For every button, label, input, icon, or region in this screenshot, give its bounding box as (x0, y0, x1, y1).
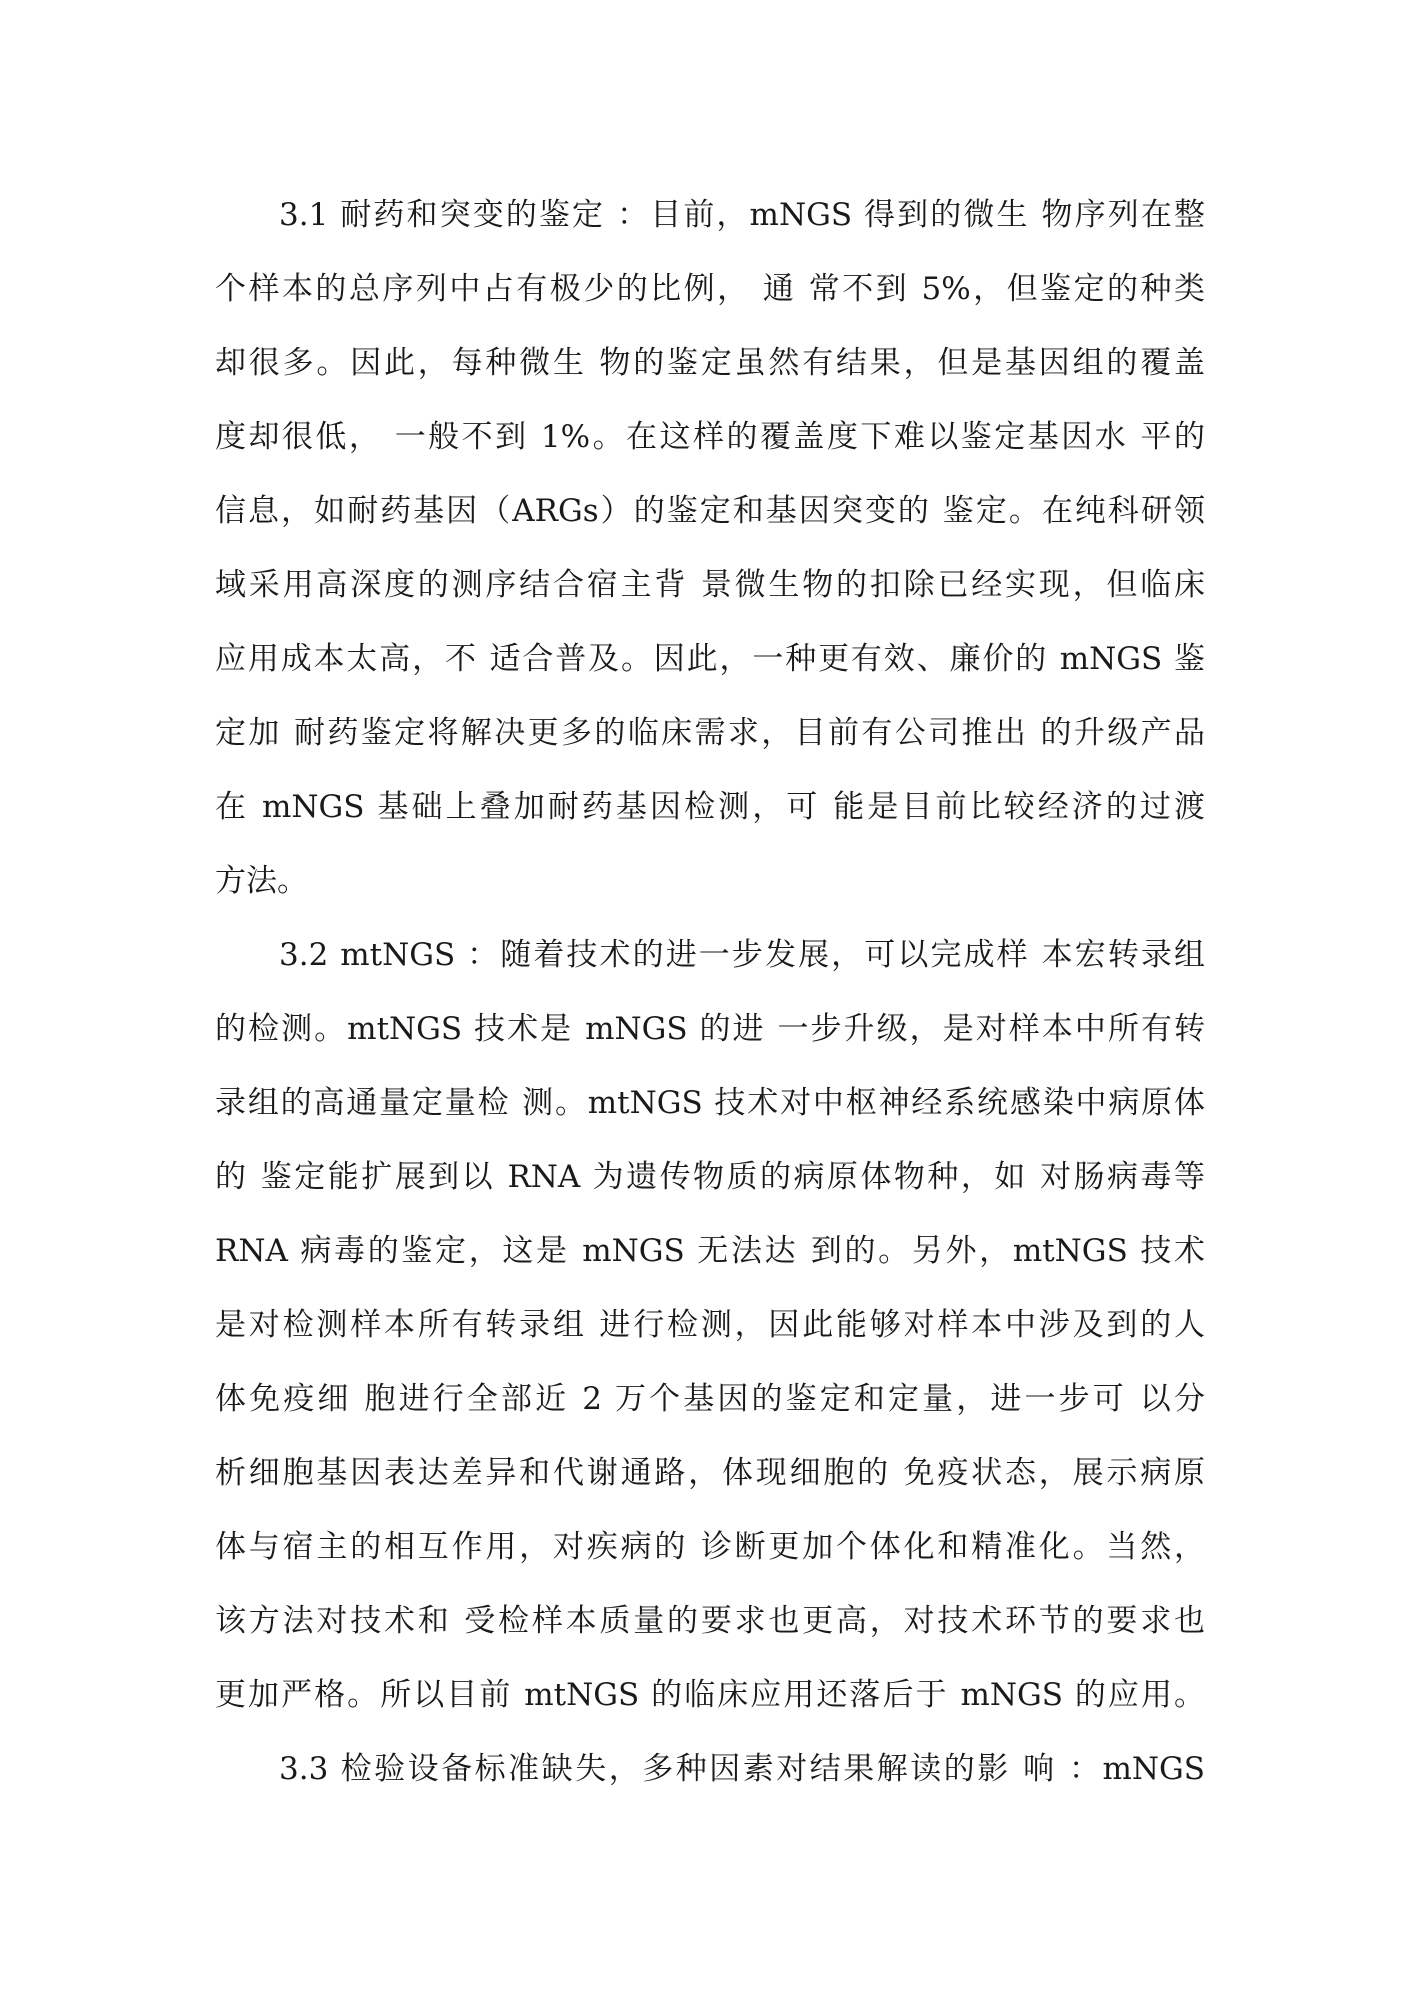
paragraph-line: 个样本的总序列中占有极少的比例， 通 常不到 5%，但鉴定的种类 (215, 271, 1205, 307)
paragraph-line: 3.1 耐药和突变的鉴定 ：目前，mNGS 得到的微生 物序列在整 (279, 197, 1205, 233)
paragraph-line: 方法。 (215, 863, 308, 899)
paragraph-line: 3.3 检验设备标准缺失，多种因素对结果解读的影 响 ：mNGS (279, 1751, 1205, 1787)
paragraph-line: 体免疫细 胞进行全部近 2 万个基因的鉴定和定量，进一步可 以分 (215, 1381, 1205, 1417)
paragraph-line: 录组的高通量定量检 测。mtNGS 技术对中枢神经系统感染中病原体 (215, 1085, 1205, 1121)
paragraph-line: 的 鉴定能扩展到以 RNA 为遗传物质的病原体物种，如 对肠病毒等 (215, 1159, 1205, 1195)
paragraph-line: 该方法对技术和 受检样本质量的要求也更高，对技术环节的要求也 (215, 1603, 1205, 1639)
paragraph-line: 的检测。mtNGS 技术是 mNGS 的进 一步升级，是对样本中所有转 (215, 1011, 1205, 1047)
paragraph-line: RNA 病毒的鉴定，这是 mNGS 无法达 到的。另外，mtNGS 技术 (215, 1233, 1205, 1269)
paragraph-line: 析细胞基因表达差异和代谢通路，体现细胞的 免疫状态，展示病原 (215, 1455, 1205, 1491)
paragraph-line: 信息，如耐药基因（ARGs）的鉴定和基因突变的 鉴定。在纯科研领 (215, 493, 1205, 529)
paragraph-line: 定加 耐药鉴定将解决更多的临床需求，目前有公司推出 的升级产品 (215, 715, 1205, 751)
paragraph-line: 更加严格。所以目前 mtNGS 的临床应用还落后于 mNGS 的应用。 (215, 1677, 1205, 1713)
paragraph-line: 体与宿主的相互作用，对疾病的 诊断更加个体化和精准化。当然， (215, 1529, 1205, 1565)
paragraph-line: 应用成本太高，不 适合普及。因此，一种更有效、廉价的 mNGS 鉴 (215, 641, 1205, 677)
document-body (215, 178, 1205, 1806)
paragraph-line: 却很多。因此，每种微生 物的鉴定虽然有结果，但是基因组的覆盖 (215, 345, 1205, 381)
paragraph-line: 在 mNGS 基础上叠加耐药基因检测，可 能是目前比较经济的过渡 (215, 789, 1205, 825)
paragraph-line: 域采用高深度的测序结合宿主背 景微生物的扣除已经实现，但临床 (215, 567, 1205, 603)
paragraph-line: 3.2 mtNGS ：随着技术的进一步发展，可以完成样 本宏转录组 (279, 937, 1205, 973)
paragraph-line: 度却很低， 一般不到 1%。在这样的覆盖度下难以鉴定基因水 平的 (215, 419, 1205, 455)
paragraph-line: 是对检测样本所有转录组 进行检测，因此能够对样本中涉及到的人 (215, 1307, 1205, 1343)
